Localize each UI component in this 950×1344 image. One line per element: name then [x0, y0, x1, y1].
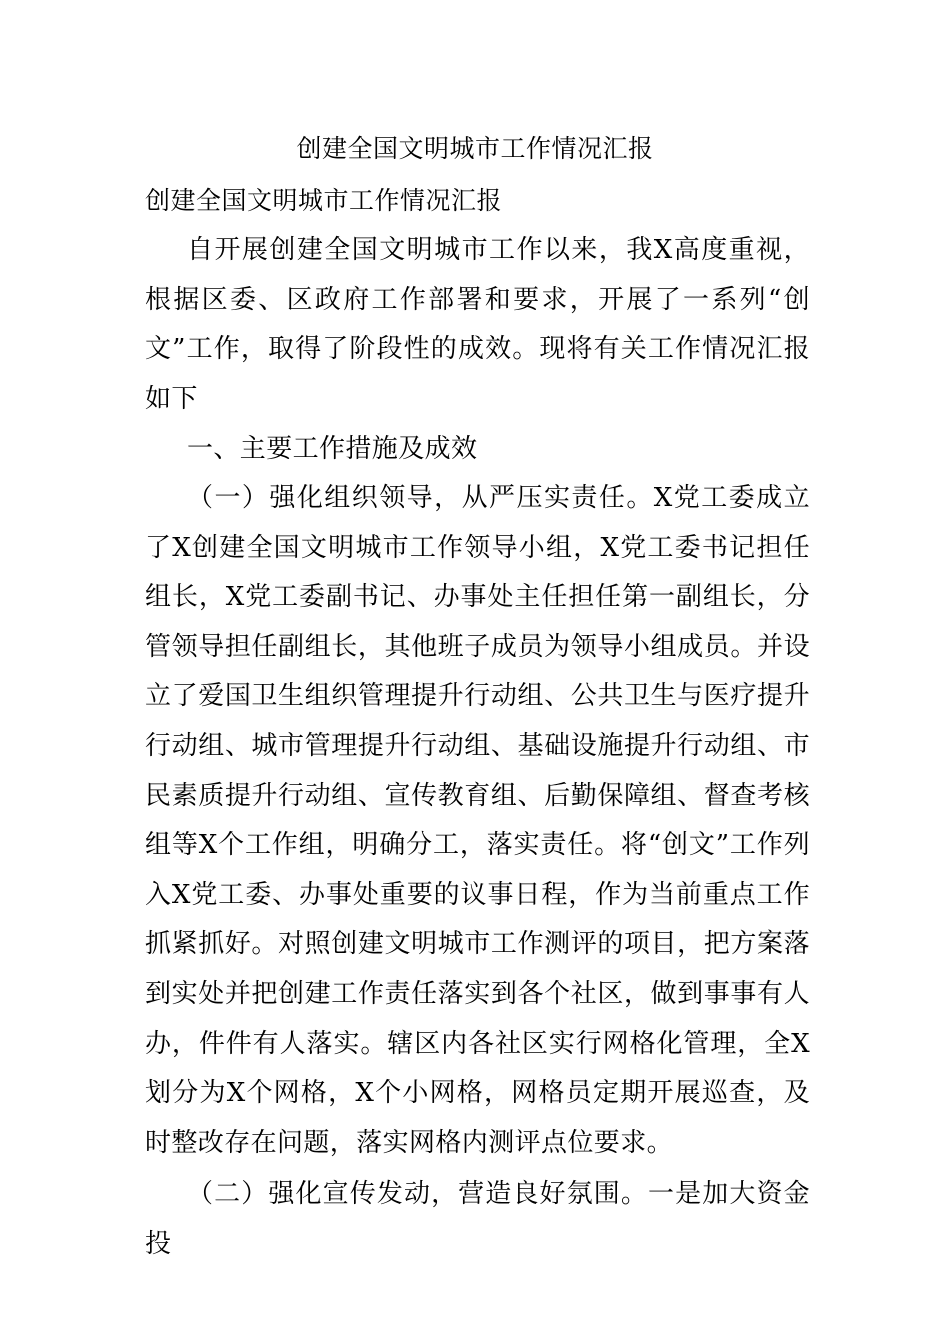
intro-paragraph: 自开展创建全国文明城市工作以来，我X高度重视，根据区委、区政府工作部署和要求，开展了一系列“创文”工作，取得了阶段性的成效。现将有关工作情况汇报如下 [145, 235, 810, 414]
section-paragraph-2: （二）强化宣传发动，营造良好氛围。一是加大资金投 [145, 1179, 810, 1259]
section-paragraph-1: （一）强化组织领导，从严压实责任。X党工委成立了X创建全国文明城市工作领导小组，X党工委书记担任组长，X党工委副书记、办事处主任担任第一副组长，分管领导担任副组长，其他班子成员为领导小组成员。并设立了爱国卫生组织管理提升行动组、公共卫生与医疗提升行动组、城市管理提升行动组、基础设施提升行动组、市民素质提升行动组、宣传教育组、后勤保障组、督查考核组等X个工作组，明确分工，落实责任。将“创文”工作列入X党工委、办事处重要的议事日程，作为当前重点工作抓紧抓好。对照创建文明城市工作测评的项目，把方案落到实处并把创建工作责任落实到各个社区，做到事事有人办，件件有人落实。辖区内各社区实行网格化管理，全X划分为X个网格，X个小网格，网格员定期开展巡查，及时整改存在问题，落实网格内测评点位要求。 [145, 483, 810, 1158]
document-subtitle: 创建全国文明城市工作情况汇报 [145, 186, 503, 215]
document-title: 创建全国文明城市工作情况汇报 [296, 134, 654, 163]
section-heading: 一、主要工作措施及成效 [187, 434, 478, 464]
